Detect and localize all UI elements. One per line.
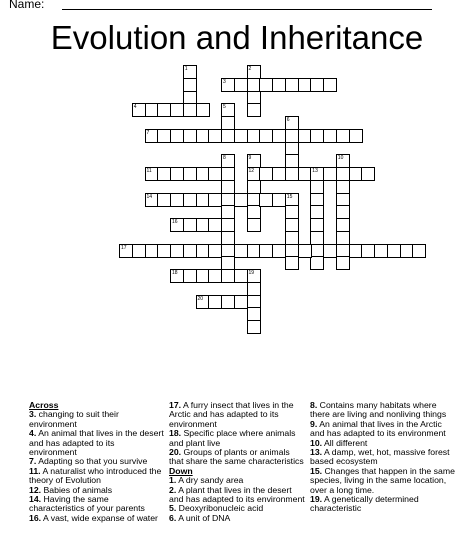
grid-cell[interactable] [208, 193, 222, 207]
clue-number: 2. [169, 484, 177, 495]
down-clue [310, 448, 458, 467]
grid-cell[interactable] [196, 103, 210, 117]
clue-number-label: 11 [146, 168, 152, 174]
grid-cell[interactable] [170, 103, 184, 117]
clue-number: 13. [310, 447, 323, 458]
clue-column-3 [310, 401, 458, 514]
grid-cell[interactable] [323, 244, 337, 258]
across-clue [29, 429, 164, 457]
clue-number: 4. [29, 428, 37, 439]
grid-cell[interactable] [412, 244, 426, 258]
clue-column-1 [29, 401, 164, 523]
clue-number: 18. [169, 428, 182, 439]
clue-number-label: 6 [286, 117, 290, 123]
grid-cell[interactable] [208, 218, 222, 232]
clue-number-label: 15 [286, 193, 293, 200]
clue-number: 12. [29, 484, 42, 495]
clue-number: 1. [169, 475, 177, 486]
clue-number: 20. [169, 447, 182, 458]
clue-text: A genetically determined characteristic [310, 494, 419, 514]
clue-number-label: 20 [197, 295, 204, 302]
clue-number: 10. [310, 437, 323, 448]
grid-cell[interactable] [247, 103, 261, 117]
clue-number: 11. [29, 465, 41, 476]
down-clue [169, 486, 305, 505]
clue-text: A damp, wet, hot, massive forest based ecosystem [310, 447, 450, 467]
grid-cell[interactable] [234, 193, 248, 207]
grid-cell[interactable] [272, 244, 286, 258]
clue-text: Changes that happen in the same species, living in the same location, over a long time. [310, 465, 455, 495]
down-clue [310, 401, 458, 420]
across-clue [29, 495, 164, 514]
clue-text: A naturalist who introduced the theory of Evolution [29, 465, 162, 486]
across-clue [29, 410, 164, 429]
across-clue [29, 514, 164, 523]
clue-text: An animal that lives in the Arctic and has adapted to its environment [310, 418, 446, 439]
clue-text: changing to suit their environment [29, 409, 119, 429]
clue-number-label: 3 [223, 78, 226, 85]
clue-number: 17. [169, 400, 182, 410]
grid-cell[interactable] [208, 129, 222, 143]
clue-number-label: 7 [146, 129, 150, 136]
page-title: Evolution and Inheritance [50, 19, 424, 56]
clue-text: Having the same characteristics of your parents [29, 494, 145, 514]
grid-cell[interactable] [349, 129, 363, 143]
clue-number: 15. [310, 465, 323, 476]
clue-text: A dry sandy area [178, 475, 244, 486]
clue-text: Contains many habitats where there are living and nonliving things [310, 400, 447, 420]
clue-number: 7. [29, 456, 37, 467]
clue-number: 8. [310, 400, 318, 410]
clue-text: Babies of animals [43, 484, 113, 495]
clue-text: A unit of DNA [178, 512, 231, 523]
clue-text: Groups of plants or animals that share the same characteristics [169, 447, 304, 467]
clue-number-label: 10 [337, 155, 344, 162]
clue-number: 6. [169, 512, 177, 523]
grid-cell[interactable] [208, 167, 222, 181]
clue-number: 16. [29, 512, 42, 523]
clue-text: Deoxyribonucleic acid [178, 503, 264, 514]
across-heading: Across [29, 400, 59, 410]
clue-column-2 [169, 401, 305, 523]
clue-text: All different [324, 437, 368, 448]
grid-cell[interactable] [234, 78, 248, 92]
clue-number: 9. [310, 418, 318, 429]
grid-cell[interactable] [285, 256, 299, 270]
clue-number-label: 13 [312, 168, 318, 174]
down-clue [310, 495, 458, 514]
across-clue [29, 467, 164, 486]
clue-number-label: 14 [146, 193, 153, 200]
grid-cell[interactable] [247, 218, 261, 232]
grid-cell[interactable] [247, 320, 261, 334]
clue-text: Adapting so that you survive [38, 456, 148, 467]
clue-text: Specific place where animals and plant live [169, 428, 296, 448]
clue-number-label: 8 [223, 155, 226, 162]
grid-cell[interactable] [323, 167, 337, 181]
across-clue [169, 429, 305, 448]
grid-cell[interactable] [208, 244, 222, 258]
grid-cell[interactable] [234, 295, 248, 309]
clue-number-label: 1 [184, 66, 188, 72]
grid-cell[interactable] [323, 78, 337, 92]
across-clue [169, 401, 305, 429]
clue-text: An animal that lives in the desert and has adapted to its environment [29, 428, 164, 458]
clue-number: 3. [29, 409, 37, 420]
grid-cell[interactable] [272, 129, 286, 143]
grid-cell[interactable] [310, 256, 324, 270]
clue-number-label: 4 [133, 104, 137, 111]
clue-number: 5. [169, 503, 177, 514]
clue-text: A plant that lives in the desert and has adapted to its environment [169, 484, 305, 505]
clue-number-label: 12 [248, 168, 255, 174]
clue-number-label: 2 [248, 66, 252, 72]
clue-number-label: 18 [172, 270, 178, 276]
grid-cell[interactable] [208, 269, 222, 283]
grid-cell[interactable] [298, 244, 312, 258]
grid-cell[interactable] [361, 167, 375, 181]
name-label: Name: [9, 0, 45, 11]
down-clue [310, 467, 458, 495]
across-clue [169, 448, 305, 467]
clue-number-label: 19 [248, 270, 255, 276]
clue-number-label: 5 [223, 104, 226, 111]
clue-number-label: 9 [248, 155, 252, 162]
down-clue [169, 514, 305, 523]
down-clue [310, 420, 458, 439]
clue-number-label: 17 [121, 244, 127, 251]
clue-number: 19. [310, 494, 323, 505]
grid-cell[interactable] [336, 256, 350, 270]
clue-text: A furry insect that lives in the Arctic and has adapted to its environment [169, 400, 294, 429]
clue-number-label: 16 [172, 219, 178, 225]
clue-number: 14. [29, 494, 42, 505]
clue-text: A vast, wide expanse of water [43, 512, 158, 523]
down-heading: Down [169, 465, 193, 476]
